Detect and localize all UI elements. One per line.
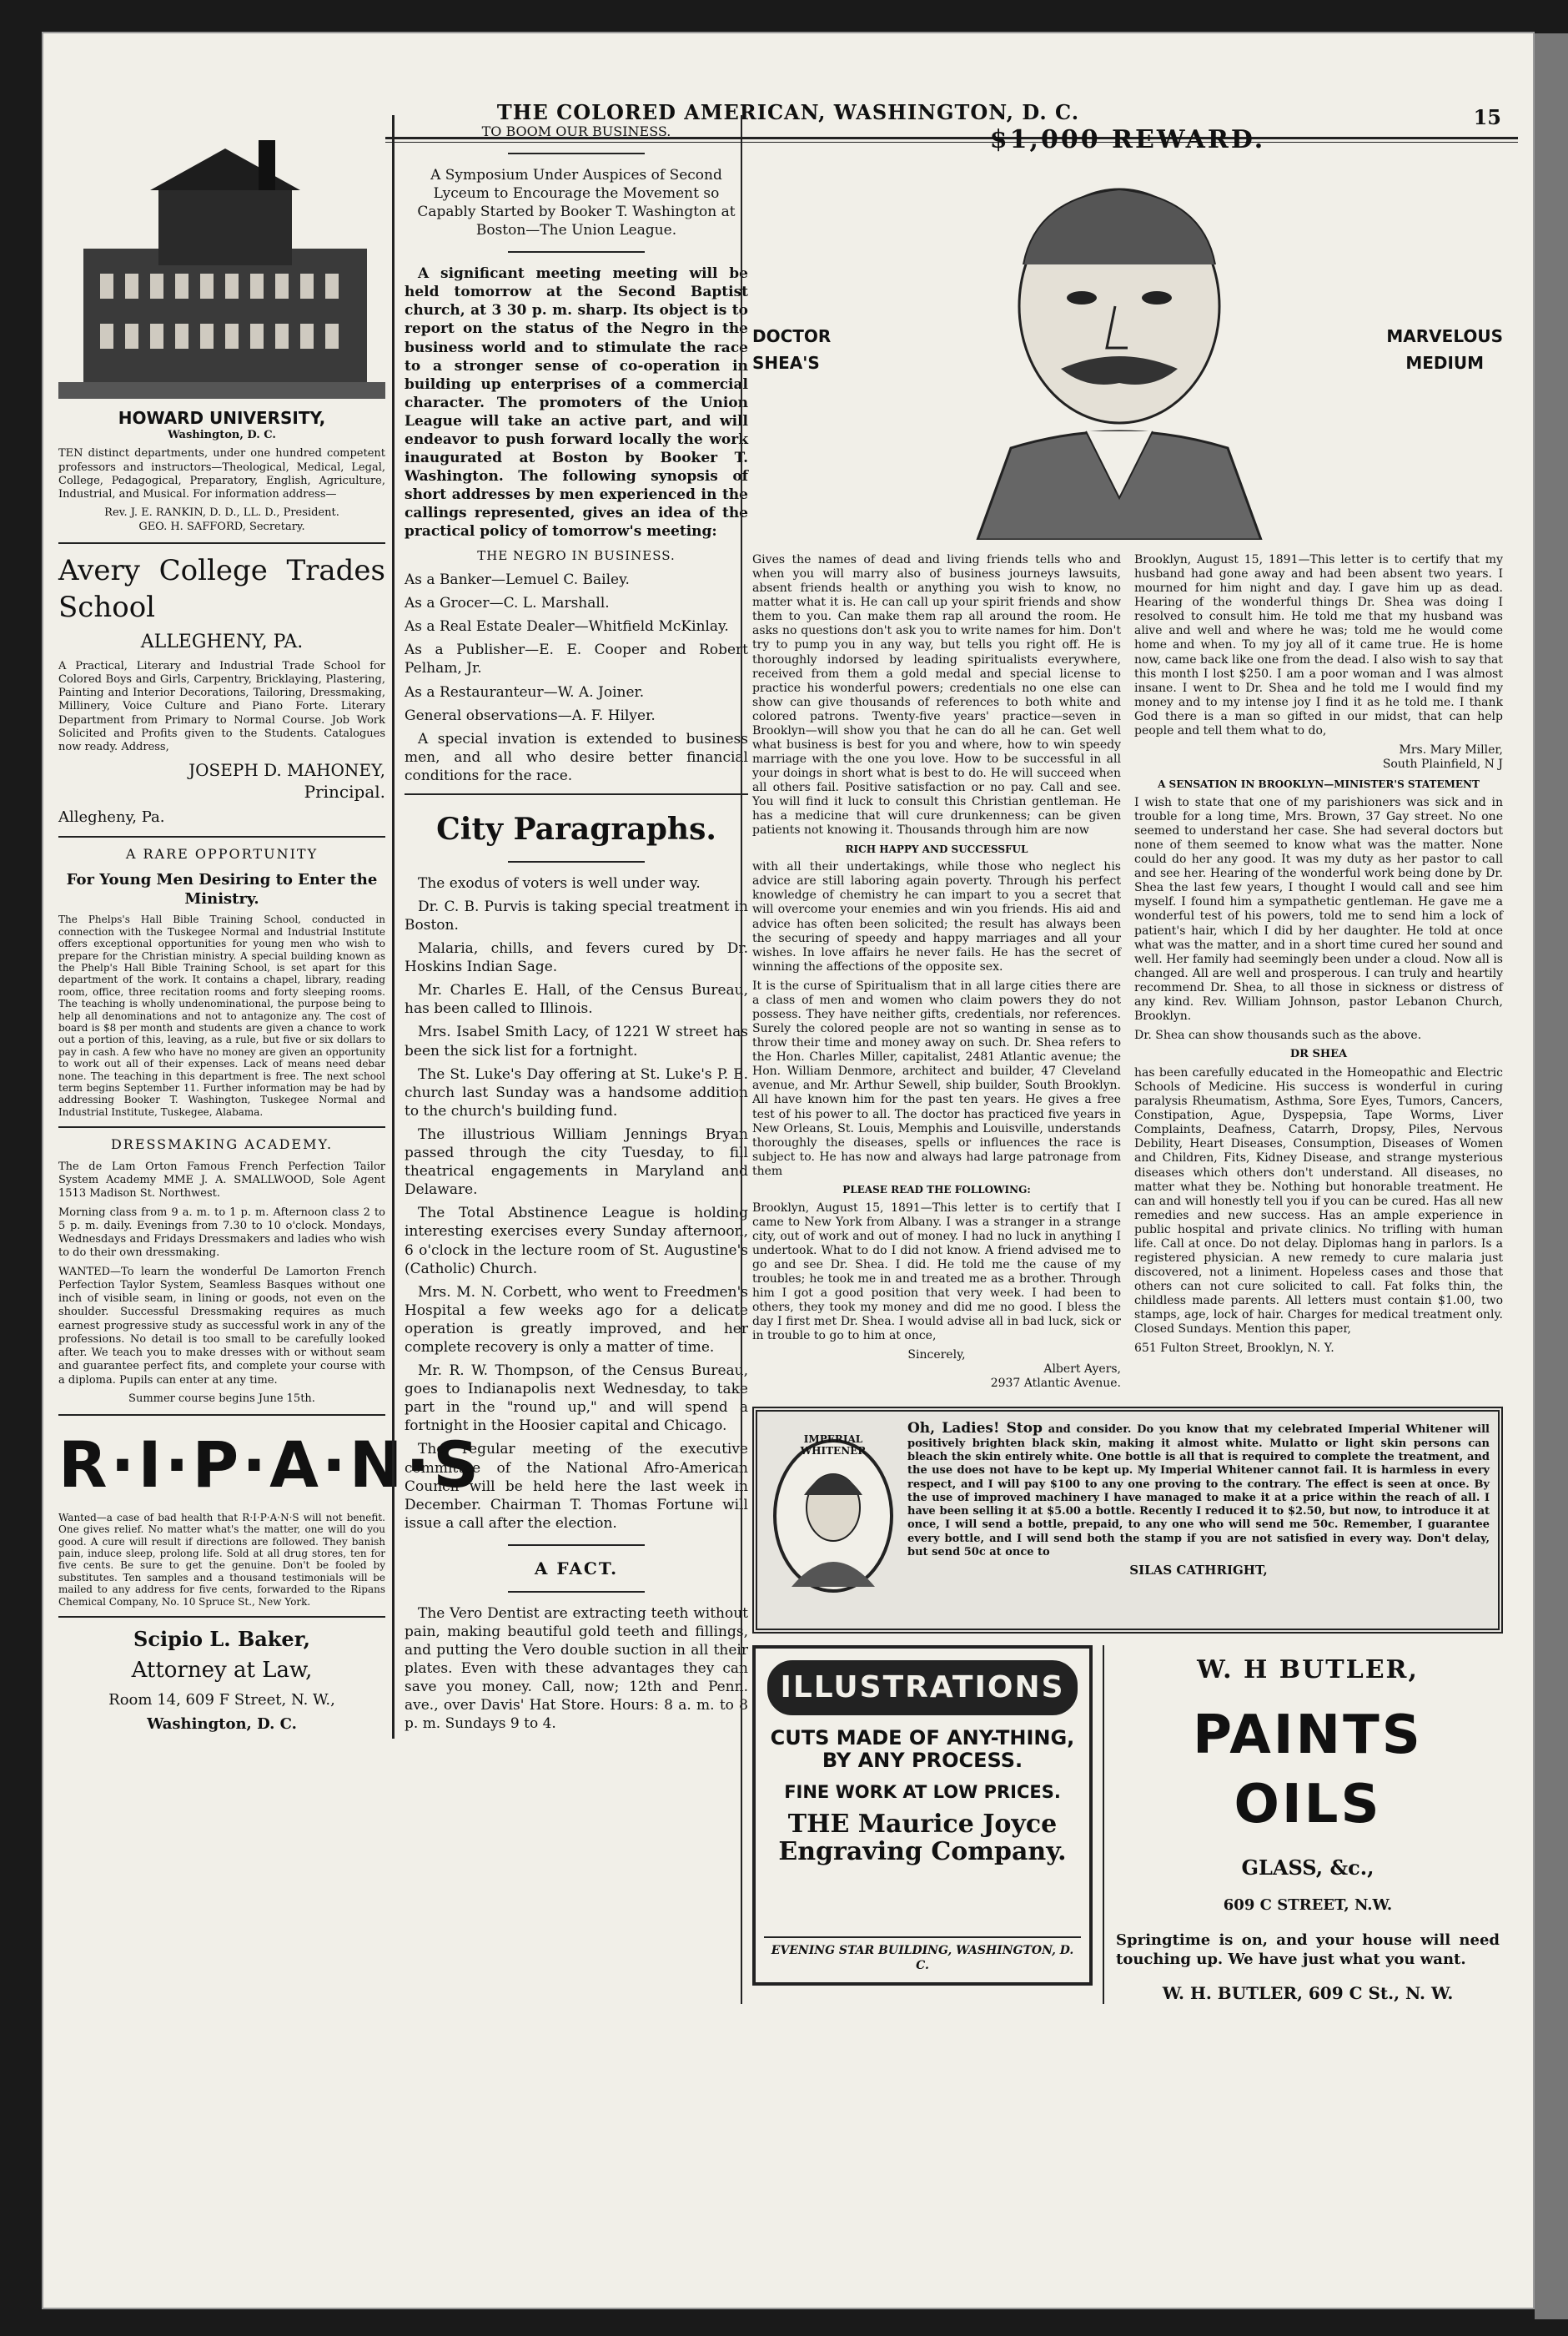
- reward-signature: Albert Ayers,: [1043, 1362, 1121, 1377]
- right-label-line: MARVELOUS: [1386, 326, 1503, 346]
- butler-desc: Springtime is on, and your house will need touching up. We have just what you want.: [1116, 1931, 1500, 1968]
- page-edge: [1535, 33, 1568, 2319]
- masthead-title: THE COLORED AMERICAN, WASHINGTON, D. C.: [496, 100, 1080, 124]
- reward-paragraph: has been carefully educated in the Homeopathic and Electric Schools of Medicine. His success is wonderful in curing paralysis Rheumatism, Asthma, Sore Eyes, Tumors, Cancers, Constipation, Ague, Dyspepsia, Tape Worms, Liver Complaints, Deafness, Catarrh, Dropsy, Piles, Nervous Debility, Heart Diseases, Consumption, Diseases of Women and Children, Fits, Kidney Disease, and strange mysterious diseases which others don't understand. All diseases, no matter what they be. Nothing but honorable treatment. He can and will honestly tell you if you can be cured. Has all new remedies and new success. Has an ample experience in public hospital and private clinics. No trifling with human life. Call at once. Do not delay. Diplomas hang in parlors. Is a registered physician. A new remedy to cure malaria just discovered, not a liniment. Hopeless cases and those that others can not cure solicited to call. Fat folks thin, the childless made parents. All letters must contain $1.00, two stamps, age, lock of hair. Charges for medical treatment only. Closed Sundays. Mention this paper,: [1134, 1065, 1503, 1337]
- divider: [58, 1616, 385, 1618]
- building-illustration-icon: [58, 123, 385, 399]
- reward-signature: 2937 Atlantic Avenue.: [990, 1377, 1121, 1391]
- column-left: [58, 115, 483, 1739]
- butler-paints: PAINTS OILS: [1193, 1704, 1423, 1835]
- butler-glass: GLASS, &c.,: [1241, 1855, 1375, 1880]
- reward-paragraph: with all their undertakings, while those who neglect his advice are still laboring again poverty. Through his perfect knowledge of chemistry he can impart to you a secret that will overcome your enemies and win you friends. His aid and advice has often been solicited; the result has always been the securing of speedy and happy marriages and all your wishes. In love affairs he never fails. He has the secret of winning the affections of the opposite sex.: [752, 860, 1121, 974]
- right-label-line: MEDIUM: [1405, 353, 1485, 373]
- reward-left-label: [752, 323, 831, 376]
- newspaper-page: [42, 32, 1535, 2309]
- avery-title: Avery College Trades School: [58, 553, 385, 624]
- whitener-signature: SILAS CATHRIGHT,: [1129, 1563, 1268, 1578]
- avery-city: Allegheny, Pa.: [58, 808, 165, 827]
- dressmaking-p2: Morning class from 9 a. m. to 1 p. m. Afternoon class 2 to 5 p. m. daily. Evenings from 7.30 to 10 o'clock. Mondays, Wednesdays and Fridays Dressmakers and ladies who wish to do their own dressmaking.: [58, 1206, 385, 1260]
- left-label-line: DOCTOR: [752, 326, 832, 346]
- illustrations-footer: EVENING STAR BUILDING, WASHINGTON, D. C.: [764, 1936, 1081, 1973]
- city-item: The regular meeting of the executive committee of the National Afro-American Council will be held here the last week in December. Chairman T. Thomas Fortune will issue a call after the election.: [405, 1441, 748, 1532]
- reward-paragraph: I wish to state that one of my parishioners was sick and in trouble for a long time, Mrs. Brown, 37 Gay street. No one seemed to understand her case. She had several doctors but none of them seemed to know what was the matter. None could do her any good. It was my duty as her pastor to call and see her. Hearing of the wonderful work being done by Dr. Shea the last few years, I thought I would call and see him myself. I found him a sympathetic gentleman. He gave me a wonderful test of his powers, told me to send him a lock of patient's hair, which I did by her daughter. He told at once what was the matter, and in a short time cured her sound and well. Her family had seemingly been under a cloud. Now all is changed. All are well and prosperous. I can truly and heartily recommend Dr. Shea, to all those in sickness or distress of any kind. Rev. William Johnson, pastor Lebanon Church, Brooklyn.: [1134, 795, 1503, 1023]
- city-item: The illustrious William Jennings Bryan passed through the city Tuesday, to fill theatrical engagements in Maryland and Delaware.: [405, 1125, 748, 1199]
- portrait-engraving-icon: [944, 164, 1294, 540]
- city-item: Mr. R. W. Thompson, of the Census Bureau, goes to Indianapolis next Wednesday, to take part in the "round up," and will spend a fortnight in the Hoosier capital and Chicago.: [405, 1362, 748, 1435]
- butler-name: W. H BUTLER,: [1197, 1654, 1419, 1684]
- divider: [405, 793, 748, 795]
- divider: [58, 542, 385, 544]
- imperial-whitener-ad: [752, 1407, 1503, 1634]
- reward-paragraph: Gives the names of dead and living friends tells who and when you will marry also of business journeys lawsuits, absent friends health or anything you wish to know, no matter what it is. He can call up your spirit friends and show them to you. Can make them rap all around the room. He asks no questions don't ask you to write names for him. Don't try to pump you in any way, but tells you right off. He is thoroughly indorsed by leading spiritualists everywhere, received from them a gold medal and special license to practice his wonderful powers; credentials no one else can show can give thousands of references to both white and colored patrons. Twenty-five years' practice—seven in Brooklyn—will show you that he can do all he can. Get well what business is best for you and where, how to win speedy marriage with the one you love. How to be successful in all your doings in short what is best to do. He will succeed when all others fail. Positive satisfaction or no pay. Call and see. You will find it luck to consult this Christian gentleman. He has a medicine that will cure drunkenness; can be given patients not knowing it. Thousands through him are now: [752, 553, 1121, 838]
- reward-paragraph: Brooklyn, August 15, 1891—This letter is to certify that I came to New York from Albany. I was a stranger in a strange city, out of work and out of money. I had no luck in anything I undertook. What to do I did not know. A friend advised me to go and see Dr. Shea. I did. He told me the cause of my troubles; he took me in and treated me as a brother. Through him I got a good position that very week. I had been to others, they took my money and did me no good. I bless the day I first met Dr. Shea. I would advise all in bad luck, sick or in trouble to go to him at once,: [752, 1201, 1121, 1343]
- city-paragraphs-list: [405, 874, 748, 1533]
- reward-signature: Sincerely,: [907, 1348, 966, 1362]
- rare-subtitle: For Young Men Desiring to Enter the Ministry.: [66, 870, 378, 909]
- baker-name: Scipio L. Baker,: [133, 1627, 310, 1652]
- city-item: Dr. C. B. Purvis is taking special treatment in Boston.: [405, 898, 748, 934]
- reward-paragraph: Dr. Shea can show thousands such as the above.: [1134, 1029, 1422, 1043]
- reward-text-columns: [752, 548, 1503, 1392]
- boom-program-list: [405, 571, 748, 725]
- howard-body: TEN distinct departments, under one hundred competent professors and instructors—Theological, Medical, Legal, College, Pedagogical, Preparatory, English, Agriculture, Industrial, and Musical. For information address—: [58, 447, 385, 501]
- reward-signature: Mrs. Mary Miller,: [1399, 743, 1503, 758]
- reward-right-label: [1386, 323, 1503, 376]
- divider: [58, 836, 385, 838]
- left-label-line: SHEA'S: [752, 353, 820, 373]
- baker-title: Attorney at Law,: [131, 1658, 313, 1684]
- reward-address: 651 Fulton Street, Brooklyn, N. Y.: [1134, 1342, 1334, 1356]
- page-number: 15: [1473, 105, 1501, 129]
- reward-subhead: PLEASE READ THE FOLLOWING:: [842, 1183, 1031, 1196]
- dressmaking-p3: WANTED—To learn the wonderful De Lamorton French Perfection Taylor System, Seamless Basques without one inch of visible seam, in lining or goods, not even on the shoulder. Successful Dressmaking requires as much earnest progressive study as successful work in any of the professions. No detail is too small to be carefully looked after. We teach you to make dresses with or without seam and guarantee perfect fits, and complete your course with a diploma. Pupils can enter at any time.: [58, 1265, 385, 1387]
- woman-portrait-icon: [771, 1437, 896, 1595]
- avery-place: ALLEGHENY, PA.: [140, 632, 304, 653]
- divider: [58, 1126, 385, 1128]
- whitener-body: and consider. Do you know that my celebrated Imperial Whitener will positively brighten black skin, making it almost white. Mulatto or light skin persons can bleach the skin entirely white. One bottle is all that is required to complete the treatment, and the use does not have to be kept up. My Imperial Whitener cannot fail. It is harmless in every respect, and I will pay $100 to any one proving to the contrary. The effect is seen at once. By the use of improved machinery I have managed to make it at a price within the reach of all. I have been selling it at $5.00 a bottle. Recently I reduced it to $2.50, but now, to introduce it at once, I will send a bottle, prepaid, to any one who will send me 50c. Remember, I guarantee every bottle, and I will send both the stamp if you are not satisfied in every way. Don't delay, but send 50c at once to: [907, 1422, 1490, 1558]
- fact-body: The Vero Dentist are extracting teeth without pain, making beautiful gold teeth and fillings, and putting the Vero double suction in all their plates. Even with these advantages they can save you money. Call, now; 12th and Penn. ave., over Davis' Hat Store. Hours: 8 a. m. to 8 p. m. Sundays 9 to 4.: [405, 1604, 748, 1733]
- howard-building-engraving: [58, 123, 385, 399]
- whitener-medal: [771, 1432, 896, 1595]
- reward-portrait-row: [752, 156, 1503, 548]
- reward-text-left: [752, 548, 1121, 1392]
- howard-secretary: GEO. H. SAFFORD, Secretary.: [138, 520, 305, 533]
- avery-principal-name: JOSEPH D. MAHONEY,: [188, 760, 385, 781]
- baker-address: Room 14, 609 F Street, N. W.,: [108, 1691, 335, 1709]
- howard-name: HOWARD UNIVERSITY,: [118, 408, 326, 428]
- howard-place: Washington, D. C.: [168, 429, 276, 441]
- rare-body: The Phelps's Hall Bible Training School, conducted in connection with the Tuskegee Normal and Industrial Institute offers exceptional opportunities for young men who wish to prepare for the Christian ministry. A special building known as the Phelp's Hall Bible Training School, is set apart for this department of the work. It contains a chapel, library, reading room, office, three recitation rooms and forty sleeping rooms. The teaching is wholly undenominational, the purpose being to help all denominations and not to antagonize any. The cost of board is $8 per month and students are given a chance to work out a portion of this, leaving, as a rule, but five or six dollars to pay in cash. A few who have no money are given an opportunity to work out all of their expenses. Lack of means need debar none. The teaching in this department is free. The next school term begins September 11. Further information may be had by addressing Booker T. Washington, Tuskegee Normal and Industrial Institute, Tuskegee, Alabama.: [58, 914, 385, 1118]
- divider: [508, 1544, 646, 1546]
- illustrations-company: THE Maurice Joyce Engraving Company.: [778, 1810, 1067, 1867]
- reward-text-right: [1134, 548, 1503, 1392]
- dressmaking-p4: Summer course begins June 15th.: [128, 1392, 315, 1405]
- reward-subhead: RICH HAPPY AND SUCCESSFUL: [845, 843, 1028, 855]
- whitener-text: [907, 1420, 1490, 1620]
- program-item: As a Grocer—C. L. Marshall.: [405, 595, 610, 612]
- avery-body: A Practical, Literary and Industrial Trade School for Colored Boys and Girls, Carpentry, Bricklaying, Plastering, Painting and Interior Decorations, Tailoring, Dressmaking, Millinery, Voice Culture and Piano Forte. Literary Department from Primary to Normal Course. Job Work Solicited and Profits given to the Students. Catalogues now ready. Address,: [58, 659, 385, 754]
- whitener-heading: Oh, Ladies! Stop: [907, 1419, 1043, 1437]
- column-middle: [392, 115, 748, 1739]
- boom-body: A significant meeting meeting will be held tomorrow at the Second Baptist church, at 3 30 p. m. sharp. Its object is to report on the status of the Negro in the business world and to stimulate the race to a stronger sense of co-operation in building up enterprises of a commercial character. The promoters of the Union League will take an active part, and will endeavor to push forward locally the work inaugurated at Boston by Booker T. Washington. The following synopsis of short addresses by men experienced in the callings represented, gives an idea of the practical policy of tomorrow's meeting:: [405, 265, 748, 541]
- column-right: [741, 115, 1503, 2004]
- reward-subhead: A SENSATION IN BROOKLYN—MINISTER'S STATEMENT: [1158, 778, 1480, 791]
- reward-paragraph: Brooklyn, August 15, 1891—This letter is to certify that my husband had gone away and had been absent two years. I mourned for him night and day. I gave him up as dead. Hearing of the wonderful things Dr. Shea was doing I resolved to consult him. He told me that my husband was alive and well and where he was; told me he would come home and when. To my joy all of it came true. He is home now, came back like one from the dead. I also wish to say that this month I lost $250. I am a poor woman and I was almost insane. I went to Dr. Shea and he told me I would find my money and to my intense joy I find it as he told me. I thank God there is a man so gifted in our midst, that can help people and tell them what to do,: [1134, 553, 1503, 738]
- reward-title: $1,000 REWARD.: [989, 125, 1266, 154]
- boom-deck: A Symposium Under Auspices of Second Lyceum to Encourage the Movement so Capably Started by Booker T. Washington at Boston—The Union League.: [417, 166, 736, 239]
- boom-headline: TO BOOM OUR BUSINESS.: [481, 123, 671, 139]
- program-item: As a Publisher—E. E. Cooper and Robert Pelham, Jr.: [405, 642, 748, 677]
- illustrations-line2: FINE WORK AT LOW PRICES.: [784, 1781, 1061, 1802]
- divider: [508, 1591, 646, 1593]
- divider: [508, 251, 646, 253]
- city-item: Malaria, chills, and fevers cured by Dr. Hoskins Indian Sage.: [405, 940, 748, 976]
- illustrations-line1: CUTS MADE OF ANY-THING, BY ANY PROCESS.: [770, 1725, 1075, 1773]
- boom-closing: A special invation is extended to business men, and all who desire better financial conditions for the race.: [405, 730, 748, 784]
- ripans-title: R·I·P·A·N·S: [58, 1427, 483, 1503]
- program-item: As a Banker—Lemuel C. Bailey.: [405, 571, 630, 589]
- ripans-body: Wanted—a case of bad health that R·I·P·A·N·S will not benefit. One gives relief. No matter what's the matter, one will do you good. A cure will result if directions are followed. They banish pain, induce sleep, prolong life. Sold at all drug stores, ten for five cents. Be sure to get the genuine. Don't be fooled by substitutes. Ten samples and a thousand testimonials will be mailed to any address for five cents, forwarded to the Ripans Chemical Company, No. 10 Spruce St., New York.: [58, 1511, 385, 1608]
- city-item: Mrs. M. N. Corbett, who went to Freedmen's Hospital a few weeks ago for a delicate operation is greatly improved, and her complete recovery is only a matter of time.: [405, 1283, 748, 1356]
- butler-footer: W. H. BUTLER, 609 C St., N. W.: [1162, 1983, 1454, 2004]
- divider: [508, 153, 646, 154]
- butler-address: 609 C STREET, N.W.: [1223, 1896, 1393, 1915]
- butler-ad: [1103, 1645, 1503, 2005]
- fact-title: A FACT.: [534, 1558, 619, 1578]
- divider: [58, 1414, 385, 1416]
- reward-paragraph: It is the curse of Spiritualism that in all large cities there are a class of men and women who claim powers they do not possess. They have neither gifts, credentials, nor references. Surely the colored people are not so wanting in sense as to throw their time and money away on such. Dr. Shea refers to the Hon. Charles Miller, capitalist, 2481 Atlantic avenue; the Hon. William Denmore, architect and builder, 47 Cleveland avenue, and Mr. Arthur Sewell, ship builder, South Brooklyn. All have known him for the past ten years. He gives a free test of his power to all. The doctor has practiced five years in New Orleans, St. Louis, Memphis and Louisville, understands thoroughly the diseases, spells or influences the race is subject to. He has now and always had large patronage from them: [752, 979, 1121, 1178]
- whitener-medal-text: IMPERIAL WHITENER: [800, 1432, 867, 1457]
- doctor-portrait: [944, 164, 1294, 540]
- howard-president: Rev. J. E. RANKIN, D. D., LL. D., President.: [104, 506, 339, 520]
- rare-title: A RARE OPPORTUNITY: [125, 845, 319, 862]
- program-item: As a Restauranteur—W. A. Joiner.: [405, 683, 645, 701]
- avery-principal-title: Principal.: [304, 782, 385, 803]
- dressmaking-title: DRESSMAKING ACADEMY.: [110, 1136, 334, 1153]
- reward-signature: South Plainfield, N J: [1382, 758, 1503, 772]
- boom-program-title: THE NEGRO IN BUSINESS.: [477, 547, 676, 563]
- baker-city: Washington, D. C.: [147, 1715, 297, 1734]
- city-item: The Total Abstinence League is holding interesting exercises every Sunday afternoon, 6 o'clock in the lecture room of St. Augustine's (Catholic) Church.: [405, 1205, 748, 1277]
- illustrations-banner: ILLUSTRATIONS: [767, 1660, 1078, 1715]
- program-item: As a Real Estate Dealer—Whitfield McKinlay.: [405, 618, 729, 636]
- program-item: General observations—A. F. Hilyer.: [405, 707, 656, 724]
- illustrations-ad: [752, 1645, 1093, 1986]
- bottom-ads-row: [752, 1645, 1503, 2005]
- city-item: Mrs. Isabel Smith Lacy, of 1221 W street has been the sick list for a fortnight.: [405, 1024, 748, 1060]
- city-item: Mr. Charles E. Hall, of the Census Bureau, has been called to Illinois.: [405, 982, 748, 1018]
- reward-subhead: DR SHEA: [1289, 1048, 1348, 1061]
- dressmaking-p1: The de Lam Orton Famous French Perfection Tailor System Academy MME J. A. SMALLWOOD, Sole Agent 1513 Madison St. Northwest.: [58, 1160, 385, 1201]
- city-paragraphs-title: City Paragraphs.: [436, 812, 716, 848]
- divider: [508, 861, 646, 863]
- city-item: The exodus of voters is well under way.: [418, 874, 701, 892]
- city-item: The St. Luke's Day offering at St. Luke's P. E. church last Sunday was a handsome addition to the church's building fund.: [405, 1065, 748, 1120]
